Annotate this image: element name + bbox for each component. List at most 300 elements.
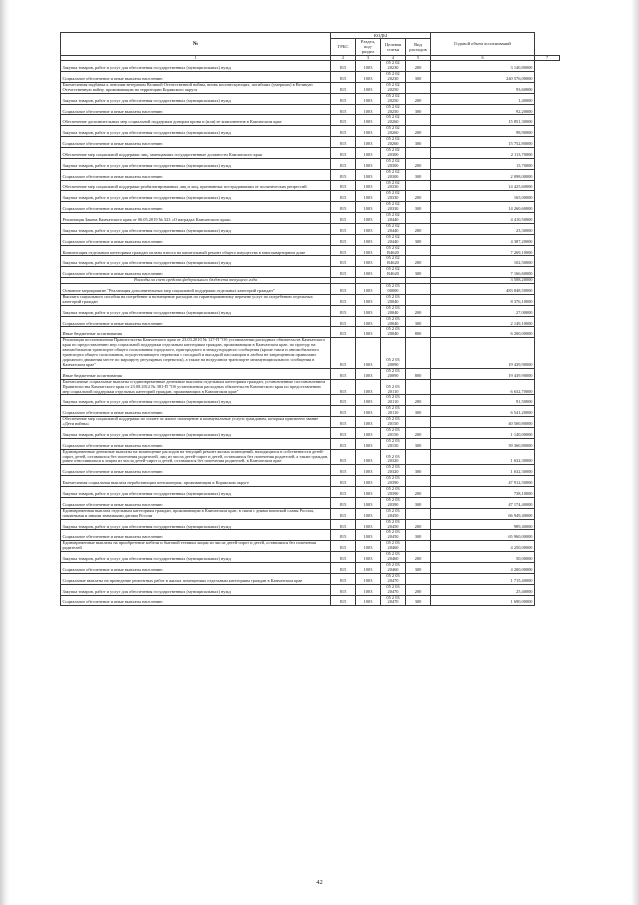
row-razdel-cell: 1003 — [356, 368, 381, 379]
row-amount-cell: 93,60000 — [431, 82, 535, 93]
row-grbs-cell: 815 — [331, 267, 356, 278]
row-name-cell: Закупка товаров, работ и услуг для обеспечения государственных (муниципальных) нужд — [61, 519, 331, 530]
row-razdel-cell: 1003 — [356, 234, 381, 245]
table-row — [61, 406, 560, 417]
row-amount-cell: 240 576,00000 — [431, 72, 535, 83]
table-row — [61, 368, 560, 379]
row-expense-type-cell: 300 — [406, 530, 431, 541]
row-name-cell: Ежемесячные социальные выплаты и единовременные денежные выплаты отдельным категориям граждан, установленные постановлением Правительства Камчатского края от 23.08.2012 № 381-П "Об установлении расходных обязательств Камчатского края по предоставлению мер социальной поддержки отдельных категорий граждан, проживающих в Камчатском крае" — [61, 379, 331, 395]
row-target-article-cell: 05 2 02 20250 — [381, 93, 406, 104]
row-amount-cell: 1 632,30000 — [431, 465, 535, 476]
row-razdel-cell: 1003 — [356, 379, 381, 395]
row-razdel-cell: 1003 — [356, 487, 381, 498]
table-row — [61, 379, 560, 395]
row-expense-type-cell: 300 — [406, 169, 431, 180]
row-grbs-cell: 815 — [331, 223, 356, 234]
row-amount-cell: 2 098,00000 — [431, 169, 535, 180]
row-expense-type-cell: 200 — [406, 256, 431, 267]
row-target-article-cell: 05 2 03 20110 — [381, 379, 406, 395]
row-razdel-cell: 1003 — [356, 541, 381, 552]
row-razdel-cell: 1003 — [356, 158, 381, 169]
table-body — [61, 55, 560, 606]
row-target-article-cell: 05 2 03 20390 — [381, 487, 406, 498]
row-grbs-cell: 815 — [331, 148, 356, 159]
table-row — [61, 508, 560, 519]
row-grbs-cell: 815 — [331, 93, 356, 104]
row-name-cell: Обеспечение дополнительных мер социальной поддержки донорам крови и (или) ее компонентов в Камчатском крае — [61, 115, 331, 126]
row-grbs-cell: 815 — [331, 202, 356, 213]
row-grbs-cell: 815 — [331, 61, 356, 72]
row-amount-cell: 6 632,70000 — [431, 379, 535, 395]
row-expense-type-cell: 200 — [406, 191, 431, 202]
row-grbs-cell: 815 — [331, 256, 356, 267]
row-name-cell: Социальное обеспечение и иные выплаты населению — [61, 72, 331, 83]
table-row — [61, 213, 560, 224]
row-grbs-cell: 815 — [331, 327, 356, 338]
row-razdel-cell: 1003 — [356, 148, 381, 159]
row-expense-type-cell — [406, 213, 431, 224]
row-name-cell: Закупка товаров, работ и услуг для обеспечения государственных (муниципальных) нужд — [61, 256, 331, 267]
row-razdel-cell: 1003 — [356, 449, 381, 465]
table-row — [61, 530, 560, 541]
row-razdel-cell: 1003 — [356, 115, 381, 126]
row-target-article-cell: 05 2 02 20300 — [381, 148, 406, 159]
row-razdel-cell: 1003 — [356, 406, 381, 417]
row-amount-cell: 165,00000 — [431, 191, 535, 202]
index-cell: 1 — [61, 55, 331, 61]
scan-left-edge-shadow — [0, 0, 10, 905]
row-expense-type-cell — [406, 476, 431, 487]
table-row — [61, 465, 560, 476]
row-grbs-cell: 815 — [331, 573, 356, 584]
row-target-article-cell: 05 2 02 20250 — [381, 104, 406, 115]
row-razdel-cell: 1003 — [356, 508, 381, 519]
row-target-article-cell: 05 2 03 20040 — [381, 305, 406, 316]
row-amount-cell: 989,40000 — [431, 519, 535, 530]
row-grbs-cell: 815 — [331, 487, 356, 498]
row-expense-type-cell — [406, 338, 431, 369]
row-grbs-cell: 815 — [331, 406, 356, 417]
row-amount-cell: 98,90000 — [431, 126, 535, 137]
table-row — [61, 395, 560, 406]
row-target-article-cell: 05 2 03 20470 — [381, 595, 406, 606]
row-expense-type-cell — [406, 541, 431, 552]
row-name-cell: Социальное обеспечение и иные выплаты населению — [61, 104, 331, 115]
row-amount-cell: 47 912,50000 — [431, 476, 535, 487]
row-name-cell: Социальное обеспечение и иные выплаты населению — [61, 137, 331, 148]
table-row — [61, 476, 560, 487]
index-cell: 6 — [431, 55, 535, 61]
table-row — [61, 180, 560, 191]
row-amount-cell: 50,00000 — [431, 552, 535, 563]
row-razdel-cell: 1003 — [356, 213, 381, 224]
row-name-cell: Закупка товаров, работ и услуг для обеспечения государственных (муниципальных) нужд — [61, 93, 331, 104]
row-amount-cell: 2 113,70000 — [431, 148, 535, 159]
row-grbs-cell: 815 — [331, 115, 356, 126]
row-grbs-cell: 815 — [331, 137, 356, 148]
row-name-cell: Основное мероприятие "Реализация дополнительных мер социальной поддержки отдельных категорий граждан" — [61, 284, 331, 295]
table-row — [61, 202, 560, 213]
row-name-cell: Выплата социального пособия на погребение и возмещение расходов по гарантированному перечню услуг по погребению отдельных категорий граждан — [61, 294, 331, 305]
table-row — [61, 584, 560, 595]
row-target-article-cell: 05 2 03 20090 — [381, 368, 406, 379]
table-row — [61, 72, 560, 83]
row-target-article-cell: 05 2 03 20150 — [381, 417, 406, 428]
row-razdel-cell: 1003 — [356, 552, 381, 563]
row-razdel-cell: 1003 — [356, 256, 381, 267]
table-row — [61, 563, 560, 574]
row-name-cell: Закупка товаров, работ и услуг для обеспечения государственных (муниципальных) нужд — [61, 158, 331, 169]
row-grbs-cell: 815 — [331, 245, 356, 256]
row-expense-type-cell — [406, 284, 431, 295]
row-expense-type-cell: 300 — [406, 595, 431, 606]
row-name-cell: Единовременная выплата отдельным категориям граждан, проживающим в Камчатском крае, в связи с днями воинской славы России, памятными и иными значимыми датами России — [61, 508, 331, 519]
row-amount-cell: 7 166,60000 — [431, 267, 535, 278]
row-amount-cell: 19 439,90000 — [431, 368, 535, 379]
row-target-article-cell: 05 2 03 20460 — [381, 541, 406, 552]
row-name-cell: Закупка товаров, работ и услуг для обеспечения государственных (муниципальных) нужд — [61, 427, 331, 438]
row-grbs-cell: 815 — [331, 379, 356, 395]
row-grbs-cell: 815 — [331, 508, 356, 519]
row-name-cell: Обеспечение мер социальной поддержки по оплате за жилое помещение и коммунальные услуги гражданам, которым присвоено звание «Дети войны» — [61, 417, 331, 428]
row-name-cell: Обеспечение мер социальной поддержки реабилитированных лиц и лиц, признанных пострадавшими от политических репрессий — [61, 180, 331, 191]
row-target-article-cell: 05 2 02 R4620 — [381, 256, 406, 267]
row-name-cell: Социальное обеспечение и иные выплаты населению — [61, 202, 331, 213]
budget-allocation-table — [60, 32, 560, 606]
header-num-label: № — [192, 40, 199, 47]
row-razdel-cell: 1003 — [356, 338, 381, 369]
header-expense-type: Вид расходов — [406, 39, 431, 55]
row-razdel-cell: 1003 — [356, 395, 381, 406]
row-name-cell: Иные бюджетные ассигнования — [61, 327, 331, 338]
row-amount-cell: 6 541,20000 — [431, 406, 535, 417]
row-razdel-cell: 1003 — [356, 104, 381, 115]
row-razdel-cell: 1003 — [356, 595, 381, 606]
row-razdel-cell: 1003 — [356, 327, 381, 338]
row-expense-type-cell: 300 — [406, 438, 431, 449]
table-row — [61, 234, 560, 245]
row-grbs-cell: 815 — [331, 595, 356, 606]
row-expense-type-cell: 200 — [406, 519, 431, 530]
row-amount-cell: 39 360,80000 — [431, 438, 535, 449]
row-amount-cell: 483 848,50000 — [431, 284, 535, 295]
row-name-cell: Социальное обеспечение и иные выплаты населению — [61, 465, 331, 476]
row-name-cell: Социальное обеспечение и иные выплаты населению — [61, 267, 331, 278]
row-amount-cell: 23,30000 — [431, 223, 535, 234]
row-target-article-cell: 05 2 02 20440 — [381, 213, 406, 224]
row-grbs-cell: 815 — [331, 563, 356, 574]
row-expense-type-cell: 800 — [406, 368, 431, 379]
row-name-cell: Социальное обеспечение и иные выплаты населению — [61, 316, 331, 327]
table-row — [61, 595, 560, 606]
row-name-cell: Реализация Закона Камчатского края от 06.05.2019 № 323 «О наградах Камчатского края» — [61, 213, 331, 224]
row-amount-cell: 738,10000 — [431, 487, 535, 498]
row-expense-type-cell: 300 — [406, 316, 431, 327]
row-target-article-cell: 05 2 02 20230 — [381, 72, 406, 83]
row-amount-cell: 14 260,60000 — [431, 202, 535, 213]
index-cell: 4 — [381, 55, 406, 61]
row-razdel-cell: 1003 — [356, 427, 381, 438]
row-target-article-cell: 05 2 03 20460 — [381, 552, 406, 563]
table-row — [61, 104, 560, 115]
row-expense-type-cell: 200 — [406, 93, 431, 104]
row-expense-type-cell — [406, 245, 431, 256]
row-amount-cell: 1 632,30000 — [431, 449, 535, 465]
row-expense-type-cell: 300 — [406, 234, 431, 245]
table-row — [61, 256, 560, 267]
row-amount-cell: 2 149,10000 — [431, 316, 535, 327]
row-razdel-cell: 1003 — [356, 72, 381, 83]
table-row — [61, 541, 560, 552]
row-amount-cell: 27,00000 — [431, 305, 535, 316]
row-razdel-cell: 1003 — [356, 305, 381, 316]
row-target-article-cell: 05 2 02 20300 — [381, 169, 406, 180]
row-grbs-cell: 815 — [331, 213, 356, 224]
row-expense-type-cell: 300 — [406, 497, 431, 508]
row-target-article-cell: 05 2 02 20260 — [381, 137, 406, 148]
row-grbs-cell: 815 — [331, 584, 356, 595]
header-target-article: Целевая статья — [381, 39, 406, 55]
row-razdel-cell: 1003 — [356, 497, 381, 508]
row-razdel-cell: 1003 — [356, 245, 381, 256]
row-name-cell: Закупка товаров, работ и услуг для обеспечения государственных (муниципальных) нужд — [61, 305, 331, 316]
table-row — [61, 438, 560, 449]
row-amount-cell: 91,50000 — [431, 395, 535, 406]
row-grbs-cell: 815 — [331, 72, 356, 83]
row-amount-cell: 92,20000 — [431, 104, 535, 115]
row-expense-type-cell: 200 — [406, 305, 431, 316]
row-expense-type-cell — [406, 379, 431, 395]
row-razdel-cell: 1003 — [356, 61, 381, 72]
row-target-article-cell: 05 2 03 20040 — [381, 316, 406, 327]
row-grbs-cell: 815 — [331, 476, 356, 487]
table-row — [61, 316, 560, 327]
table-row — [61, 93, 560, 104]
row-amount-cell: 6 200,00000 — [431, 327, 535, 338]
row-razdel-cell: 1003 — [356, 465, 381, 476]
table-row — [61, 284, 560, 295]
row-name-cell: Единовременные денежные выплаты на возмещение расходов на текущий ремонт жилых помещений, находящихся в собственности детей-сирот, детей, оставшихся без попечения родителей, лиц из числа детей-сирот и детей, оставшихся без попечения родителей, а также граждан, ранее относившихся к лицам из числа детей-сирот и детей, оставшихся без попечения родителей, в Камчатском крае — [61, 449, 331, 465]
row-target-article-cell: 05 2 02 20330 — [381, 202, 406, 213]
index-cell: 2 — [331, 55, 356, 61]
row-razdel-cell: 1003 — [356, 417, 381, 428]
row-grbs-cell: 815 — [331, 126, 356, 137]
header-razdel: Раздел, под-раздел — [356, 39, 381, 55]
table-row — [61, 487, 560, 498]
row-grbs-cell: 815 — [331, 284, 356, 295]
row-expense-type-cell — [406, 417, 431, 428]
row-target-article-cell: 05 2 03 20150 — [381, 427, 406, 438]
row-name-cell: Социальное обеспечение и иные выплаты населению — [61, 234, 331, 245]
row-grbs-cell: 815 — [331, 104, 356, 115]
row-razdel-cell: 1003 — [356, 137, 381, 148]
table-row — [61, 497, 560, 508]
row-name-cell: Закупка товаров, работ и услуг для обеспечения государственных (муниципальных) нужд — [61, 395, 331, 406]
row-name-cell: Социальное обеспечение и иные выплаты населению — [61, 169, 331, 180]
row-target-article-cell: 05 2 03 20110 — [381, 395, 406, 406]
row-name-cell: Закупка товаров, работ и услуг для обеспечения государственных (муниципальных) нужд — [61, 61, 331, 72]
row-grbs-cell: 815 — [331, 338, 356, 369]
row-razdel-cell: 1003 — [356, 519, 381, 530]
row-target-article-cell: 05 2 02 20230 — [381, 61, 406, 72]
row-expense-type-cell: 300 — [406, 104, 431, 115]
row-amount-cell: 3 140,80000 — [431, 61, 535, 72]
table-row — [61, 191, 560, 202]
row-target-article-cell: 05 2 03 20460 — [381, 563, 406, 574]
row-grbs-cell: 815 — [331, 368, 356, 379]
row-razdel-cell: 1003 — [356, 316, 381, 327]
row-amount-cell: 102,50000 — [431, 256, 535, 267]
row-name-cell: Социальное обеспечение и иные выплаты населению — [61, 497, 331, 508]
row-grbs-cell: 815 — [331, 316, 356, 327]
row-target-article-cell: 05 2 03 20390 — [381, 497, 406, 508]
table-row — [61, 305, 560, 316]
row-target-article-cell: 05 2 03 20040 — [381, 294, 406, 305]
row-grbs-cell: 815 — [331, 552, 356, 563]
row-grbs-cell: 815 — [331, 158, 356, 169]
row-expense-type-cell — [406, 82, 431, 93]
row-target-article-cell: 05 2 03 20390 — [381, 476, 406, 487]
row-name-cell: Социальное обеспечение и иные выплаты населению — [61, 530, 331, 541]
row-target-article-cell: 05 2 02 20330 — [381, 180, 406, 191]
row-expense-type-cell — [406, 180, 431, 191]
row-amount-cell: 25,40000 — [431, 584, 535, 595]
row-name-cell: Реализация постановления Правительства Камчатского края от 23.03.2010 № 127-П "Об установлении расходных обязательств Камчатского края по предоставлению мер социальной поддержки отдельным категориям граждан, проживающим в Камчатском крае, по проезду на автомобильном транспорте общего пользования городского, пригородного и междугородного сообщения (кроме такси и автомобильного транспорта общего пользования, осуществляющего перевозки с посадкой и высадкой пассажиров в любом не запрещенном правилами дорожного движения месте по маршруту регулярных перевозок), а также на воздушном транспорте межмуниципального сообщения в Камчатском крае" — [61, 338, 331, 369]
row-grbs-cell: 815 — [331, 417, 356, 428]
table-row — [61, 137, 560, 148]
row-name-cell: Иные бюджетные ассигнования — [61, 368, 331, 379]
table-header-row-1 — [61, 33, 560, 39]
row-expense-type-cell — [406, 508, 431, 519]
table-row — [61, 158, 560, 169]
row-amount-cell: 4 200,00000 — [431, 563, 535, 574]
row-name-cell: Закупка товаров, работ и услуг для обеспечения государственных (муниципальных) нужд — [61, 223, 331, 234]
row-target-article-cell: 05 2 03 20450 — [381, 530, 406, 541]
row-grbs-cell: 815 — [331, 180, 356, 191]
row-name-cell: Закупка товаров, работ и услуг для обеспечения государственных (муниципальных) нужд — [61, 487, 331, 498]
row-expense-type-cell: 300 — [406, 267, 431, 278]
row-razdel-cell: 1003 — [356, 93, 381, 104]
header-codes: КОДЫ — [331, 33, 431, 39]
row-target-article-cell: 05 2 03 20040 — [381, 327, 406, 338]
index-cell: 7 — [535, 55, 560, 61]
table-row — [61, 327, 560, 338]
row-grbs-cell: 815 — [331, 519, 356, 530]
row-amount-cell: 15 851,30000 — [431, 115, 535, 126]
row-expense-type-cell: 200 — [406, 395, 431, 406]
table-row — [61, 294, 560, 305]
row-name-cell: Социальное обеспечение и иные выплаты населению — [61, 406, 331, 417]
row-grbs-cell: 815 — [331, 497, 356, 508]
row-name-cell: Ежемесячная надбавка к пенсиям ветеранам Великой Отечественной войны, вновь восинескующих, погибших (умерших) в Великую Отечественную войну, проживающим на территории Корякского округа — [61, 82, 331, 93]
row-name-cell: Ежемесячная социальная выплата неработающим пенсионерам, проживающим в Корякском округе — [61, 476, 331, 487]
row-razdel-cell: 1003 — [356, 180, 381, 191]
row-expense-type-cell: 300 — [406, 202, 431, 213]
row-amount-cell: 19 439,90000 — [431, 338, 535, 369]
row-expense-type-cell: 300 — [406, 137, 431, 148]
row-expense-type-cell: 200 — [406, 126, 431, 137]
row-razdel-cell: 1003 — [356, 223, 381, 234]
table-row — [61, 245, 560, 256]
row-target-article-cell: 05 2 03 20320 — [381, 449, 406, 465]
row-grbs-cell: 815 — [331, 541, 356, 552]
row-name-cell: Закупка товаров, работ и услуг для обеспечения государственных (муниципальных) нужд — [61, 552, 331, 563]
row-name-cell: Закупка товаров, работ и услуг для обеспечения государственных (муниципальных) нужд — [61, 126, 331, 137]
row-expense-type-cell: 200 — [406, 61, 431, 72]
row-grbs-cell: 815 — [331, 169, 356, 180]
row-target-article-cell: 05 2 02 20330 — [381, 191, 406, 202]
row-name-cell: Единовременные выплаты на приобретение мебели и бытовой техники лицам из числа детей-сирот и детей, оставшихся без попечения родителей — [61, 541, 331, 552]
row-target-article-cell: 05 2 03 00000 — [381, 284, 406, 295]
row-razdel-cell: 1003 — [356, 191, 381, 202]
row-grbs-cell: 815 — [331, 465, 356, 476]
row-amount-cell: 1 140,00000 — [431, 427, 535, 438]
row-grbs-cell: 815 — [331, 427, 356, 438]
row-expense-type-cell: 200 — [406, 223, 431, 234]
row-expense-type-cell — [406, 115, 431, 126]
row-amount-cell: 1 690,00000 — [431, 595, 535, 606]
row-grbs-cell: 815 — [331, 294, 356, 305]
row-expense-type-cell: 200 — [406, 427, 431, 438]
header-num — [61, 33, 331, 56]
row-amount-cell: 4 410,50000 — [431, 213, 535, 224]
row-expense-type-cell: 300 — [406, 465, 431, 476]
table-row — [61, 552, 560, 563]
row-amount-cell: 1 715,40000 — [431, 573, 535, 584]
table-row — [61, 573, 560, 584]
row-expense-type-cell: 300 — [406, 406, 431, 417]
row-razdel-cell: 1003 — [356, 267, 381, 278]
row-name-cell: Компенсация отдельным категориям граждан оплаты взноса на капитальный ремонт общего имущества в многоквартирном доме — [61, 245, 331, 256]
row-target-article-cell: 05 2 02 20260 — [381, 126, 406, 137]
row-razdel-cell: 1003 — [356, 202, 381, 213]
row-razdel-cell: 1003 — [356, 82, 381, 93]
row-grbs-cell: 815 — [331, 530, 356, 541]
row-razdel-cell: 1003 — [356, 294, 381, 305]
table-row — [61, 148, 560, 159]
row-target-article-cell: 05 2 03 20450 — [381, 519, 406, 530]
row-amount-cell: 15 752,80000 — [431, 137, 535, 148]
row-grbs-cell: 815 — [331, 395, 356, 406]
row-name-cell: Социальные выплаты на проведение ремонтных работ в жилых помещениях отдельным категориям граждан в Камчатском крае — [61, 573, 331, 584]
row-razdel-cell: 1003 — [356, 476, 381, 487]
table-row — [61, 449, 560, 465]
row-amount-cell: 47 174,40000 — [431, 497, 535, 508]
row-razdel-cell: 1003 — [356, 584, 381, 595]
row-grbs-cell: 815 — [331, 449, 356, 465]
row-amount-cell: 8 376,10000 — [431, 294, 535, 305]
row-razdel-cell: 1003 — [356, 563, 381, 574]
row-expense-type-cell — [406, 449, 431, 465]
row-expense-type-cell: 800 — [406, 327, 431, 338]
row-target-article-cell: 05 2 03 20450 — [381, 508, 406, 519]
row-razdel-cell: 1003 — [356, 284, 381, 295]
index-cell: 3 — [356, 55, 381, 61]
header-annual-volume: Годовой объем ассигнований — [431, 33, 535, 56]
row-expense-type-cell: 200 — [406, 584, 431, 595]
row-grbs-cell: 815 — [331, 82, 356, 93]
row-razdel-cell: 1003 — [356, 573, 381, 584]
row-expense-type-cell: 300 — [406, 563, 431, 574]
table-row — [61, 82, 560, 93]
table-row — [61, 519, 560, 530]
row-name-cell: Социальное обеспечение и иные выплаты населению — [61, 595, 331, 606]
page-number: 42 — [316, 879, 323, 886]
table-row — [61, 126, 560, 137]
row-expense-type-cell: 200 — [406, 158, 431, 169]
row-expense-type-cell: 300 — [406, 72, 431, 83]
row-target-article-cell: 05 2 03 20320 — [381, 465, 406, 476]
